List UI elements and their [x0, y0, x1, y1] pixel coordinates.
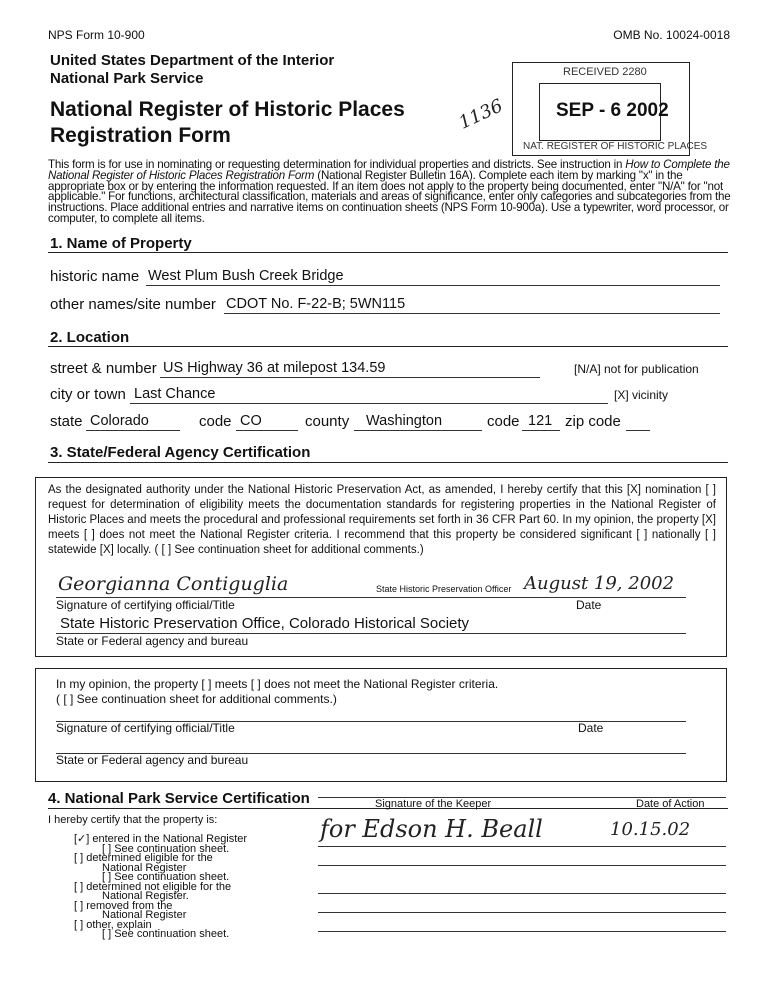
historic-name-value[interactable]: West Plum Bush Creek Bridge: [148, 268, 344, 284]
option-not-eligible[interactable]: [ ] determined not eligible for the: [74, 880, 232, 893]
state-label: state: [50, 413, 83, 430]
option-other[interactable]: [ ] other, explain: [74, 918, 152, 931]
received-stamp: [512, 62, 708, 156]
street-label: street & number: [50, 360, 157, 377]
divider: [48, 252, 728, 253]
county-code-label: code: [487, 413, 520, 430]
instructions-text-2: (National Register Bulletin 16A). Complete each item by marking "x" in the appropriate box or by entering the information requested. If an item does not apply to the property being documented, enter "N/A" for "not applicable." For functions, architectural classification, materials and areas of significance, enter only categories and subcategories from the instructions. Place additional entries and narrative items on continuation sheets (NPS Form 10-900a). Use a typewriter, word processor, or computer, to complete all items.: [48, 168, 731, 225]
field-line: [318, 893, 726, 894]
omb-number: OMB No. 10024-0018: [613, 28, 730, 42]
signature-label: Signature of certifying official/Title: [56, 598, 235, 612]
county-label: county: [305, 413, 350, 430]
certification-text: As the designated authority under the National Historic Preservation Act, as amended, I hereby certify that this [X] nomination [ ] request for determination of eligibility meets the documentation standards for registering properties in the National Register of Historic Places and meets the procedural and professional requirements set forth in 36 CFR Part 60. In my opinion, the property [X] meets [ ] does not meet the National Register criteria. I recommend that this property be considered significant [ ] nationally [ ] statewide [X] locally. ( [ ] See continuation sheet for additional comments.): [48, 484, 716, 556]
option-continuation[interactable]: [ ] See continuation sheet.: [102, 928, 230, 940]
state-code-label: code: [199, 413, 232, 430]
page-subtitle: Registration Form: [50, 124, 231, 147]
city-label: city or town: [50, 386, 126, 403]
opinion-text-2: ( [ ] See continuation sheet for additional comments.): [56, 692, 337, 706]
certify-intro: I hereby certify that the property is:: [48, 814, 218, 826]
field-line: [86, 430, 180, 431]
official-signature: Georgianna Contiguglia: [58, 573, 289, 595]
agency-label-2: State or Federal agency and bureau: [56, 753, 249, 767]
opinion-text: In my opinion, the property [ ] meets [ ] does not meet the National Register criteria.: [56, 677, 499, 691]
handwritten-number: 1136: [455, 95, 507, 134]
not-for-publication: [N/A] not for publication: [574, 362, 699, 376]
signature-label-2: Signature of certifying official/Title: [56, 721, 235, 735]
city-value[interactable]: Last Chance: [134, 386, 216, 402]
option-eligible[interactable]: [ ] determined eligible for the: [74, 852, 213, 864]
field-line: [236, 430, 298, 431]
divider: [48, 346, 728, 347]
stamp-inner-box: [539, 83, 669, 141]
instructions: [48, 160, 738, 225]
street-value[interactable]: US Highway 36 at milepost 134.59: [163, 360, 386, 376]
field-line: [318, 912, 726, 913]
stamp-received: RECEIVED 2280: [563, 66, 647, 78]
section2-heading: 2. Location: [50, 329, 130, 346]
field-line: [318, 931, 726, 932]
stamp-date: SEP - 6 2002: [556, 100, 669, 121]
date-label-2: Date: [578, 721, 604, 735]
field-line: [626, 430, 650, 431]
certification-date: August 19, 2002: [524, 573, 675, 594]
department: United States Department of the Interior: [50, 52, 335, 69]
certifying-agency: State Historic Preservation Office, Colorado Historical Society: [60, 615, 470, 632]
section4-heading: 4. National Park Service Certification: [48, 790, 310, 807]
date-label: Date: [576, 598, 602, 612]
option-removed[interactable]: [ ] removed from the: [74, 899, 173, 912]
stamp-footer: NAT. REGISTER OF HISTORIC PLACES: [523, 141, 708, 152]
date-of-action-label: Date of Action: [636, 798, 705, 810]
state-value[interactable]: Colorado: [90, 413, 149, 429]
field-line: [160, 377, 540, 378]
instructions-title: How to Complete the National Register of Historic Places Registration Form: [48, 158, 730, 182]
date-of-action: 10.15.02: [610, 819, 691, 840]
divider: [48, 462, 728, 463]
field-line: [130, 403, 608, 404]
page-title: National Register of Historic Places: [50, 98, 405, 121]
field-line: [354, 430, 482, 431]
option-continuation[interactable]: [ ] See continuation sheet.: [102, 871, 230, 883]
field-line: [224, 313, 720, 314]
option-text: National Register.: [102, 890, 189, 902]
option-text: National Register: [102, 861, 187, 874]
keeper-signature: for Edson H. Beall: [320, 815, 543, 843]
officer-title: State Historic Preservation Officer: [376, 584, 512, 594]
instructions-text-1: This form is for use in nominating or requesting determination for individual properties and districts. See instruction in: [48, 158, 626, 171]
state-code-value[interactable]: CO: [240, 413, 262, 429]
zip-label: zip code: [565, 413, 621, 430]
commenting-official-box: [35, 668, 727, 782]
option-text: National Register: [102, 909, 187, 921]
agency-label: State or Federal agency and bureau: [56, 634, 249, 648]
section1-heading: 1. Name of Property: [50, 235, 192, 252]
other-names-value[interactable]: CDOT No. F-22-B; 5WN115: [226, 296, 406, 312]
field-line: [146, 285, 720, 286]
option-continuation[interactable]: [ ] See continuation sheet.: [102, 842, 230, 855]
status-options: [74, 835, 247, 940]
agency: National Park Service: [50, 70, 204, 87]
field-line: [318, 865, 726, 866]
other-names-label: other names/site number: [50, 296, 216, 313]
field-line: [318, 846, 726, 847]
county-value[interactable]: Washington: [366, 413, 443, 429]
section3-heading: 3. State/Federal Agency Certification: [50, 444, 311, 461]
vicinity: [X] vicinity: [614, 388, 669, 402]
state-certification-box: [35, 477, 727, 657]
keeper-label: Signature of the Keeper: [375, 798, 492, 810]
historic-name-label: historic name: [50, 268, 140, 285]
option-entered[interactable]: [✓] entered in the National Register: [74, 833, 248, 845]
county-code-value[interactable]: 121: [528, 413, 553, 429]
form-number: NPS Form 10-900: [48, 28, 145, 42]
field-line: [522, 430, 560, 431]
